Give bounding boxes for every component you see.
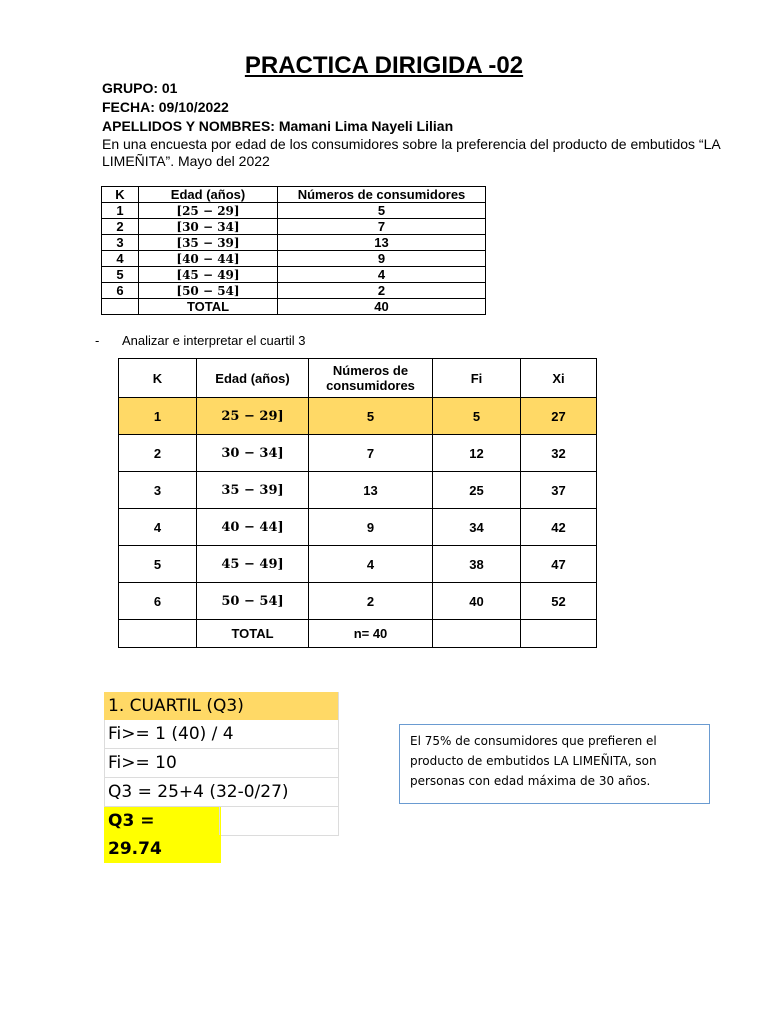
bullet-marker: - [95, 333, 100, 348]
grid-line [338, 692, 339, 836]
cell-fi: 5 [433, 398, 521, 435]
bullet-text: Analizar e interpretar el cuartil 3 [122, 333, 306, 348]
cell-k: 4 [119, 509, 197, 546]
intro-paragraph: En una encuesta por edad de los consumidores sobre la preferencia del producto de embutidos “LA LIMEÑITA”. Mayo del 2022 [102, 136, 720, 169]
cell-k: 5 [119, 546, 197, 583]
cell-consumidores: 7 [278, 219, 486, 235]
cell-xi: 32 [521, 435, 597, 472]
cell-empty [102, 299, 139, 315]
nombres-label: APELLIDOS Y NOMBRES: Mamani Lima Nayeli Lilian [102, 118, 454, 134]
cell-fi: 25 [433, 472, 521, 509]
cell-edad: 50 − 54] [197, 583, 309, 620]
page-title: PRACTICA DIRIGIDA -02 [244, 52, 524, 79]
cell-xi: 47 [521, 546, 597, 583]
column-header: Números de consumidores [278, 187, 486, 203]
cell-edad: [25 − 29] [139, 203, 278, 219]
cell-empty [521, 620, 597, 648]
quartile-table [118, 358, 597, 648]
cell-k: 5 [102, 267, 139, 283]
table-row [102, 251, 486, 267]
cell-consumidores: 4 [278, 267, 486, 283]
cell-xi: 42 [521, 509, 597, 546]
cell-consumidores: 13 [309, 472, 433, 509]
table-row [119, 546, 597, 583]
column-header: Números de consumidores [309, 359, 433, 398]
cell-xi: 37 [521, 472, 597, 509]
cell-consumidores: 9 [309, 509, 433, 546]
cell-empty [119, 620, 197, 648]
table-row [102, 203, 486, 219]
table-row [119, 472, 597, 509]
total-value: n= 40 [309, 620, 433, 648]
cell-fi: 40 [433, 583, 521, 620]
column-header: Xi [521, 359, 597, 398]
cell-edad: [40 − 44] [139, 251, 278, 267]
frequency-table [101, 186, 486, 315]
column-header: K [119, 359, 197, 398]
cell-k: 2 [102, 219, 139, 235]
interpretation-note: El 75% de consumidores que prefieren el producto de embutidos LA LIMEÑITA, son personas con edad máxima de 30 años. [399, 724, 710, 804]
cell-edad: [50 − 54] [139, 283, 278, 299]
cell-edad: 35 − 39] [197, 472, 309, 509]
table-row [102, 267, 486, 283]
column-header: Fi [433, 359, 521, 398]
cell-k: 6 [102, 283, 139, 299]
cell-consumidores: 5 [309, 398, 433, 435]
fecha-label: FECHA: 09/10/2022 [102, 99, 229, 115]
table-row [102, 283, 486, 299]
table-row [119, 583, 597, 620]
cuartil-line: Fi>= 1 (40) / 4 [104, 720, 338, 749]
table-total-row [119, 620, 597, 648]
cell-k: 2 [119, 435, 197, 472]
cuartil-calculation [104, 692, 338, 859]
table-header-row [102, 187, 486, 203]
column-header: Edad (años) [139, 187, 278, 203]
cell-k: 3 [102, 235, 139, 251]
table-total-row [102, 299, 486, 315]
table-row [102, 219, 486, 235]
column-header: Edad (años) [197, 359, 309, 398]
table-row [119, 509, 597, 546]
cuartil-line: Q3 = 25+4 (32-0/27) [104, 778, 338, 807]
cell-consumidores: 4 [309, 546, 433, 583]
cell-consumidores: 7 [309, 435, 433, 472]
total-label: TOTAL [197, 620, 309, 648]
cell-edad: 30 − 34] [197, 435, 309, 472]
cell-consumidores: 2 [309, 583, 433, 620]
cell-k: 6 [119, 583, 197, 620]
cell-edad: 45 − 49] [197, 546, 309, 583]
cell-consumidores: 13 [278, 235, 486, 251]
cell-fi: 34 [433, 509, 521, 546]
cell-consumidores: 5 [278, 203, 486, 219]
cell-edad: [35 − 39] [139, 235, 278, 251]
cell-xi: 52 [521, 583, 597, 620]
cell-edad: [45 − 49] [139, 267, 278, 283]
cuartil-line: Fi>= 10 [104, 749, 338, 778]
total-label: TOTAL [139, 299, 278, 315]
cell-edad: [30 − 34] [139, 219, 278, 235]
cell-k: 3 [119, 472, 197, 509]
grid-line [219, 807, 220, 835]
cell-k: 1 [102, 203, 139, 219]
grupo-label: GRUPO: 01 [102, 80, 178, 96]
cell-consumidores: 2 [278, 283, 486, 299]
cell-consumidores: 9 [278, 251, 486, 267]
cuartil-result-row [104, 807, 338, 859]
table-row-highlighted [119, 398, 597, 435]
cell-k: 4 [102, 251, 139, 267]
cell-fi: 38 [433, 546, 521, 583]
table-header-row [119, 359, 597, 398]
table-row [119, 435, 597, 472]
cuartil-heading: 1. CUARTIL (Q3) [104, 692, 338, 720]
cell-fi: 12 [433, 435, 521, 472]
cuartil-result: Q3 = 29.74 [104, 807, 221, 863]
cell-empty [433, 620, 521, 648]
cell-edad: 40 − 44] [197, 509, 309, 546]
cell-xi: 27 [521, 398, 597, 435]
total-value: 40 [278, 299, 486, 315]
cell-k: 1 [119, 398, 197, 435]
column-header: K [102, 187, 139, 203]
table-row [102, 235, 486, 251]
cell-edad: 25 − 29] [197, 398, 309, 435]
bullet-item [95, 333, 306, 348]
